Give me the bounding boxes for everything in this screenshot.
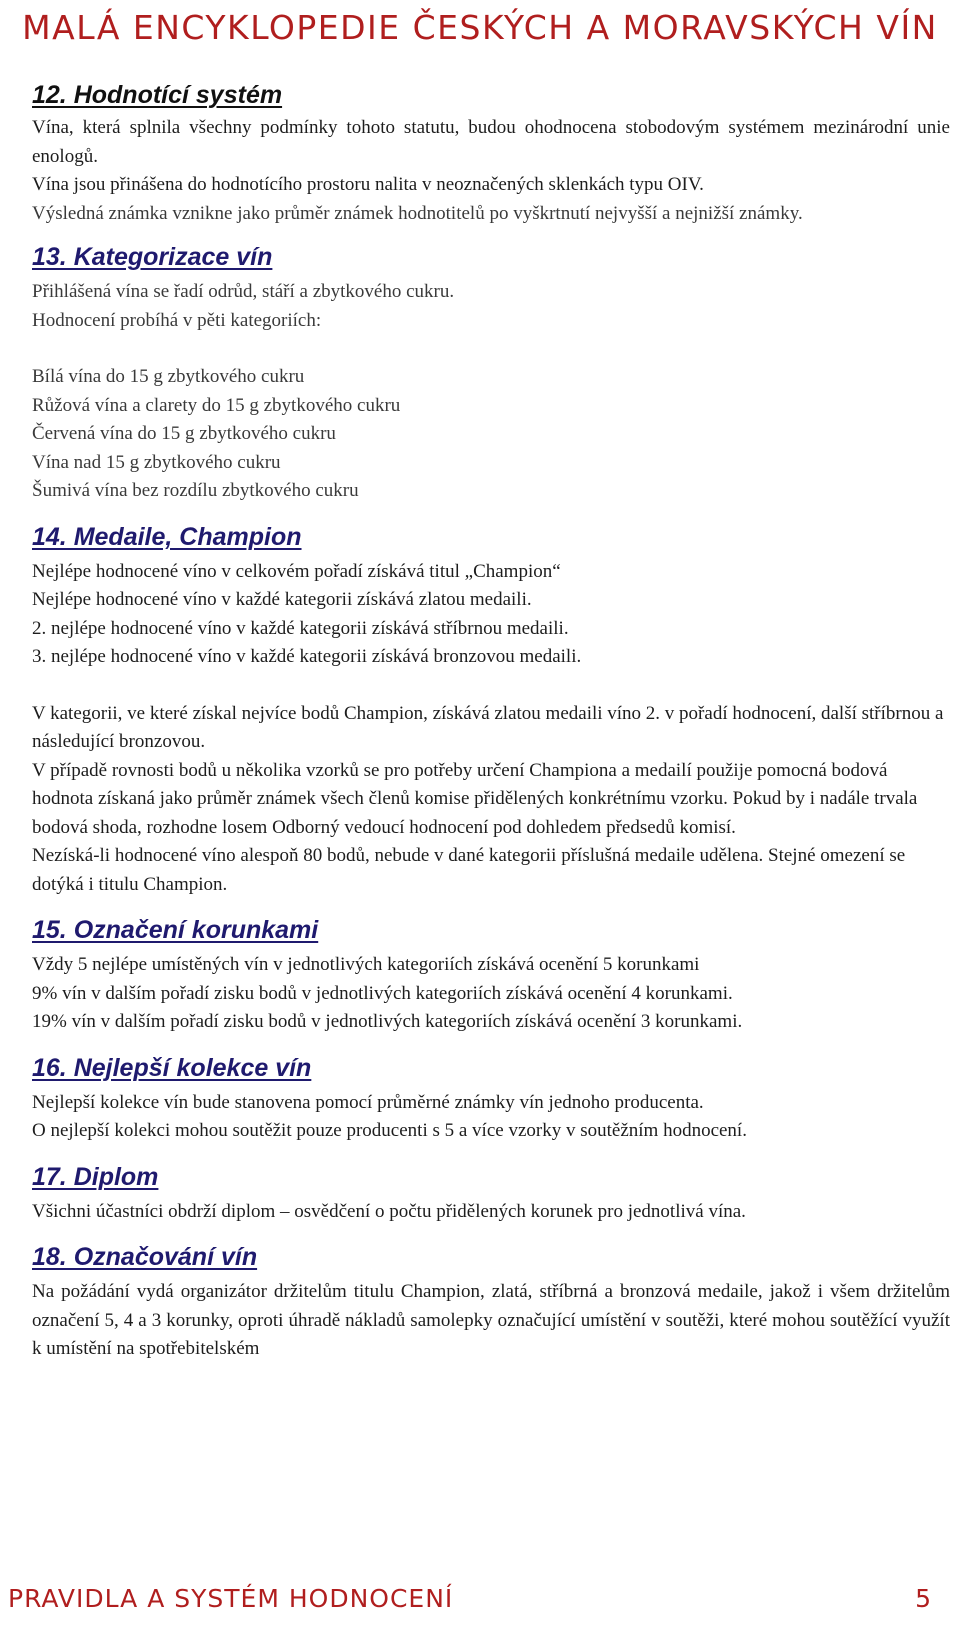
section-13-paragraph-1: Přihlášená vína se řadí odrůd, stáří a zbytkového cukru. <box>32 281 455 302</box>
section-12-paragraph-1: Vína, která splnila všechny podmínky tohoto statutu, budou ohodnocena stobodovým systémem mezinárodní unie enologů. <box>32 117 950 167</box>
section-16-line-1: Nejlepší kolekce vín bude stanovena pomocí průměrné známky vín jednoho producenta. <box>32 1091 704 1113</box>
running-footer <box>8 1583 952 1615</box>
section-15-line-1: Vždy 5 nejlépe umístěných vín v jednotlivých kategoriích získává ocenění 5 korunkami <box>32 954 700 975</box>
page-content <box>32 80 950 1364</box>
section-16-line-2: O nejlepší kolekci mohou soutěžit pouze producenti s 5 a více vzorky v soutěžním hodnocení. <box>32 1120 747 1141</box>
section-12-paragraph-2: Vína jsou přinášena do hodnotícího prostoru nalita v neoznačených sklenkách typu OIV. <box>32 174 704 195</box>
section-14-paragraph-1: V kategorii, ve které získal nejvíce bodů Champion, získává zlatou medaili víno 2. v pořadí hodnocení, další stříbrnou a následující bronzovou. <box>32 702 944 752</box>
section-12-heading: 12. Hodnotící systém <box>32 81 283 109</box>
section-14-line-1: Nejlépe hodnocené víno v celkovém pořadí získává titul „Champion“ <box>32 560 561 582</box>
section-18-paragraph-1: Na požádání vydá organizátor držitelům titulu Champion, zlatá, stříbrná a bronzová medaile, jakož i všem držitelům označení 5, 4 a 3 korunky, oproti úhradě nákladů samolepky označující umístění v soutěži, které mohou soutěžící využít k umístění na spotřebitelském <box>32 1281 950 1359</box>
section-15-heading: 15. Označení korunkami <box>32 916 319 944</box>
section-14-heading: 14. Medaile, Champion <box>32 522 302 551</box>
section-16-heading: 16. Nejlepší kolekce vín <box>32 1053 312 1082</box>
section-14-paragraph-3: Nezíská-li hodnocené víno alespoň 80 bodů, nebude v dané kategorii příslušná medaile udělena. Stejné omezení se dotýká i titulu Champion. <box>32 845 906 895</box>
section-12-paragraph-3: Výsledná známka vznikne jako průměr známek hodnotitelů po vyškrtnutí nejvyšší a nejnižší známky. <box>32 202 803 224</box>
spacer <box>32 335 950 363</box>
category-item: Růžová vína a clarety do 15 g zbytkového cukru <box>32 394 401 416</box>
section-14-paragraph-2: V případě rovnosti bodů u několika vzorků se pro potřeby určení Championa a medailí použije pomocná bodová hodnota získaná jako průměr známek všech členů komise přidělených konkrétnímu vzorku. Pokud by i nadále trvala bodová shoda, rozhodne losem Odborný vedoucí hodnocení pod dohledem předsedů komisí. <box>32 759 918 838</box>
category-item: Bílá vína do 15 g zbytkového cukru <box>32 366 305 387</box>
category-item: Červená vína do 15 g zbytkového cukru <box>32 423 336 444</box>
section-14-line-2: Nejlépe hodnocené víno v každé kategorii získává zlatou medaili. <box>32 589 532 610</box>
section-17-heading: 17. Diplom <box>32 1162 159 1191</box>
section-14-line-3: 2. nejlépe hodnocené víno v každé kategorii získává stříbrnou medaili. <box>32 617 569 639</box>
section-15-line-3: 19% vín v dalším pořadí zisku bodů v jednotlivých kategoriích získává ocenění 3 korunkami. <box>32 1011 743 1032</box>
page-number: 5 <box>915 1584 932 1613</box>
section-15-line-2: 9% vín v dalším pořadí zisku bodů v jednotlivých kategoriích získává ocenění 4 korunkami. <box>32 982 733 1004</box>
category-item: Vína nad 15 g zbytkového cukru <box>32 451 281 473</box>
spacer <box>32 672 950 700</box>
category-item: Šumivá vína bez rozdílu zbytkového cukru <box>32 480 359 501</box>
category-list <box>32 363 950 506</box>
footer-title: PRAVIDLA A SYSTÉM HODNOCENÍ <box>8 1584 454 1613</box>
section-13-paragraph-2: Hodnocení probíhá v pěti kategoriích: <box>32 309 322 331</box>
section-18-heading: 18. Označování vín <box>32 1243 258 1271</box>
section-13-heading: 13. Kategorizace vín <box>32 243 273 271</box>
section-17-line-1: Všichni účastníci obdrží diplom – osvědčení o počtu přidělených korunek pro jednotlivá vína. <box>32 1200 746 1222</box>
section-14-line-4: 3. nejlépe hodnocené víno v každé kategorii získává bronzovou medaili. <box>32 646 582 667</box>
running-header: MALÁ ENCYKLOPEDIE ČESKÝCH A MORAVSKÝCH VÍN <box>22 8 938 47</box>
